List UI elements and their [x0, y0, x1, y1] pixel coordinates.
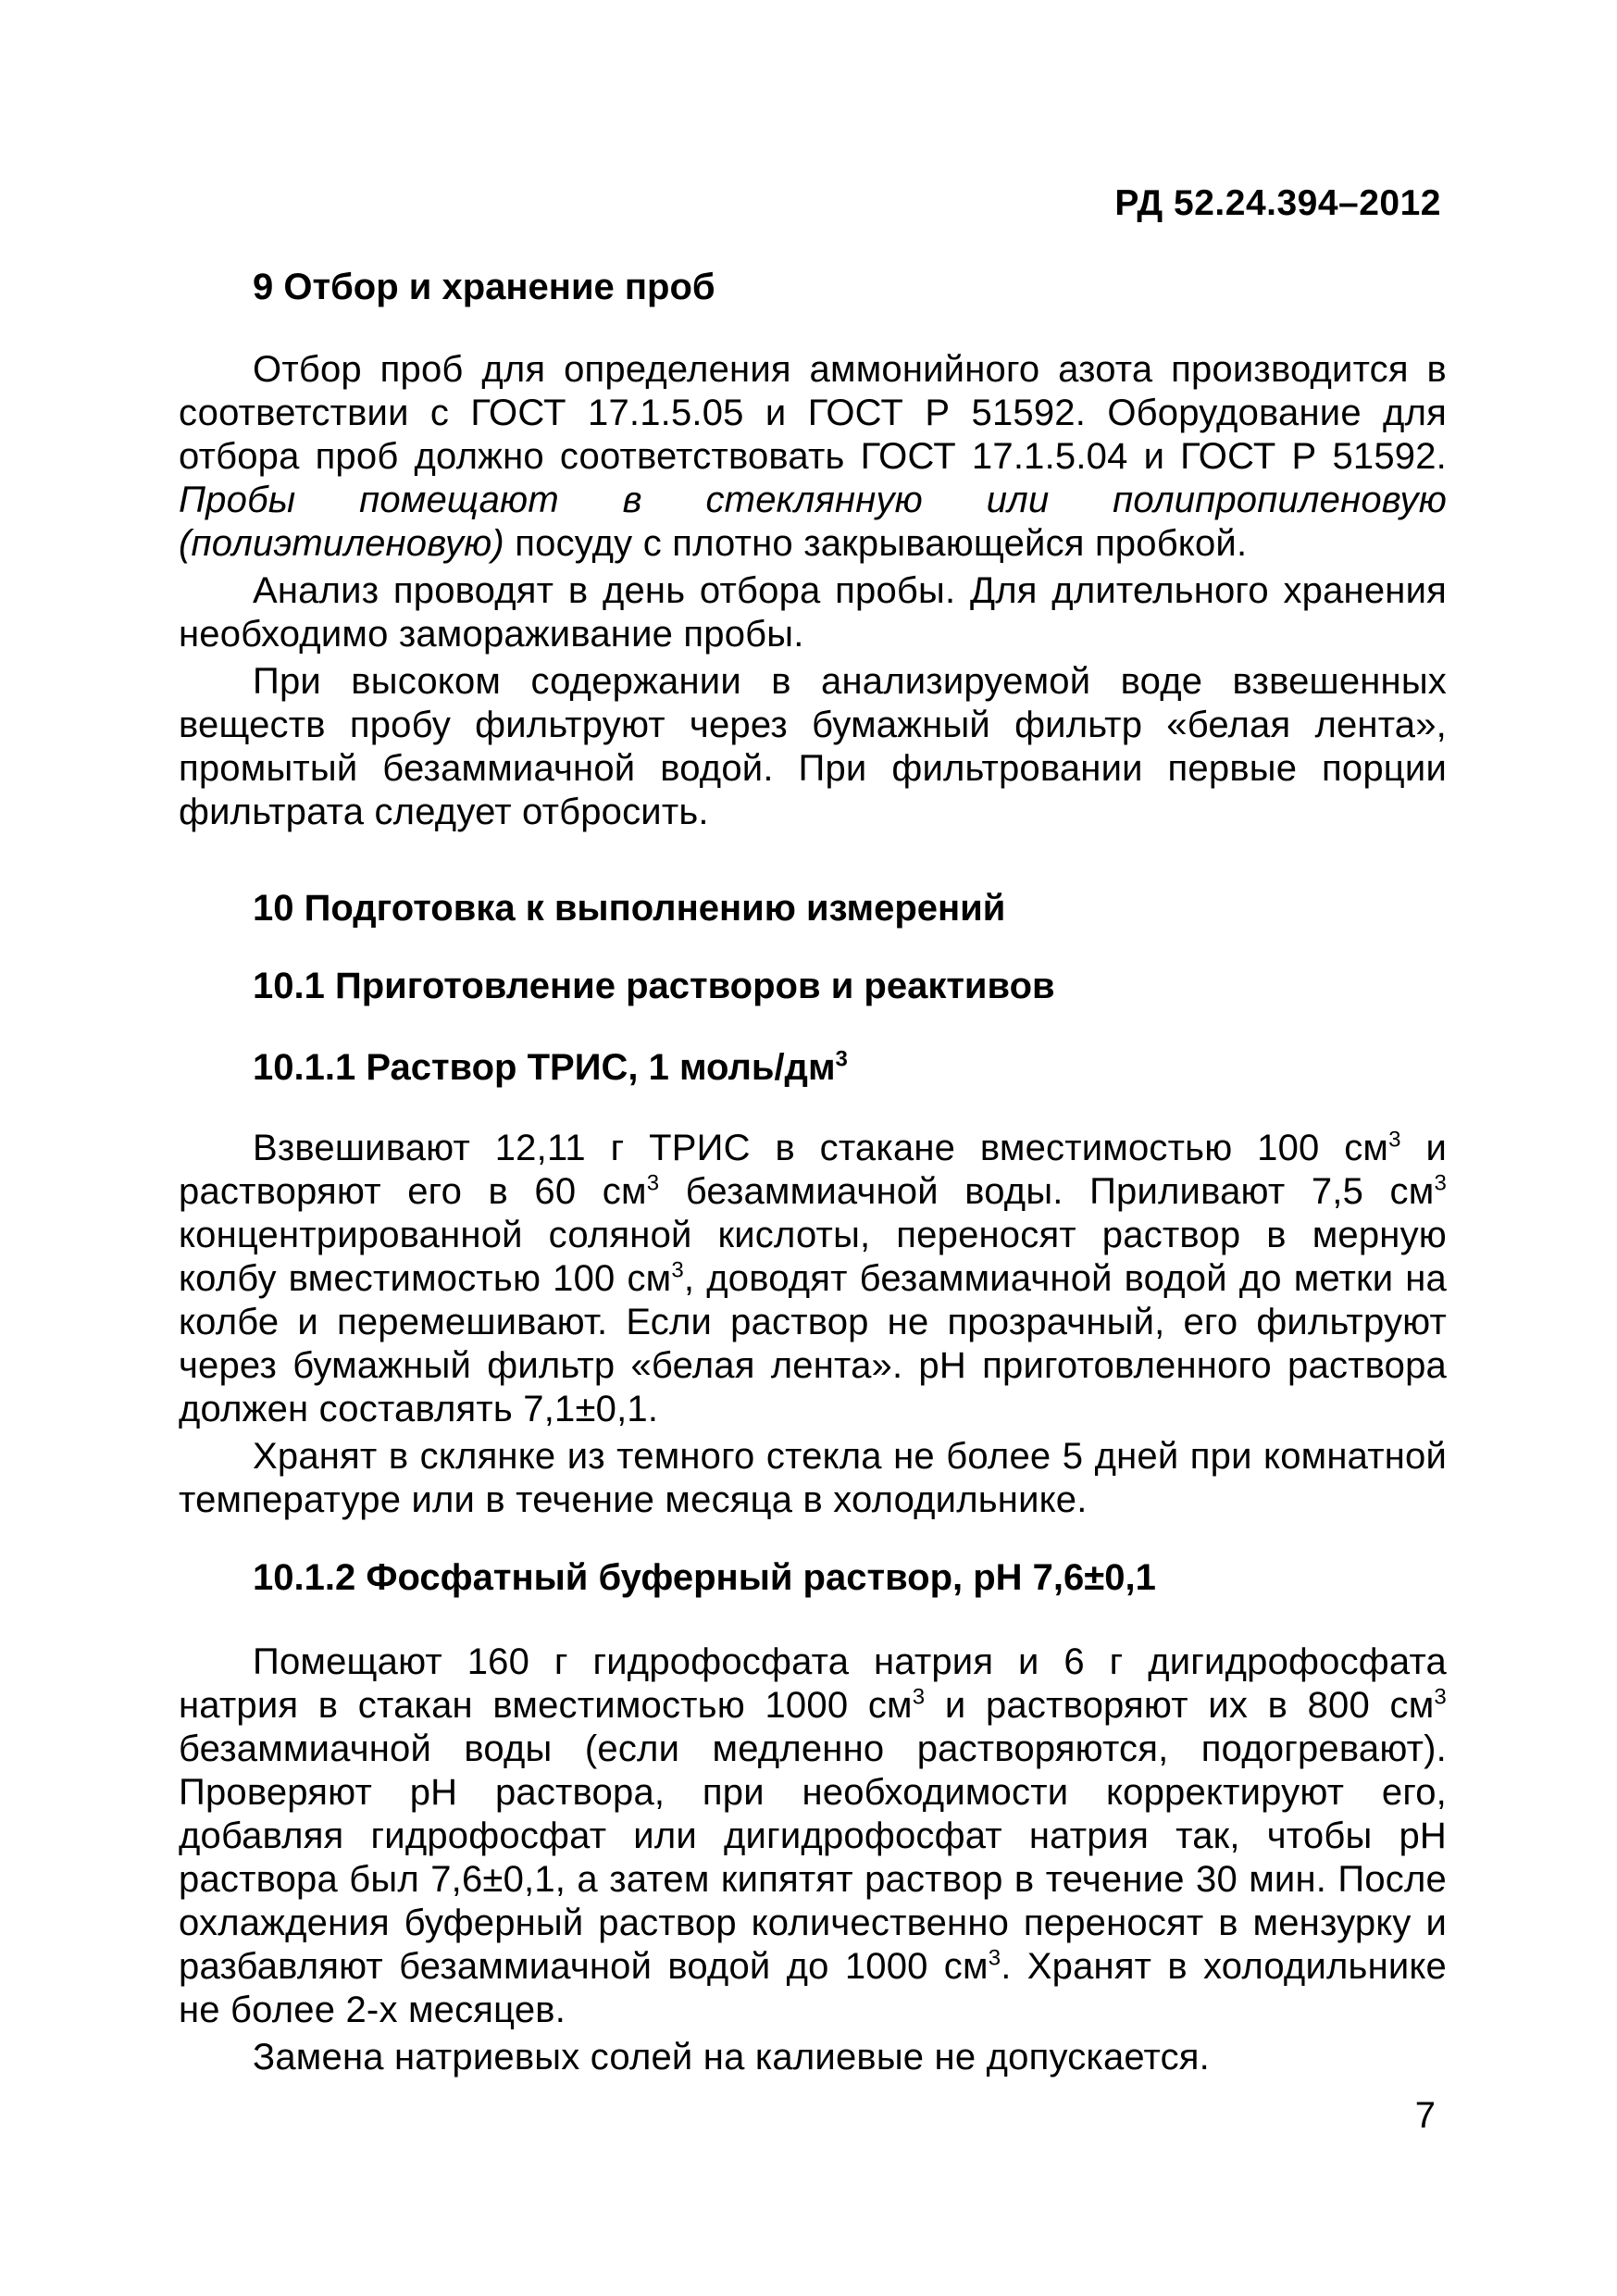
superscript: 3 — [1434, 1684, 1447, 1710]
section-9-title: 9 Отбор и хранение проб — [253, 267, 715, 307]
document-code: РД 52.24.394–2012 — [1114, 183, 1441, 223]
superscript: 3 — [671, 1257, 684, 1283]
text-fragment: Помещают 160 г гидрофосфата натрия и 6 г дигидрофосфата натрия в стакан вместимостью 1000 см — [179, 1641, 1447, 1726]
subsection-10-1-1-title-text: 10.1.1 Раствор ТРИС, 1 моль/дм — [253, 1047, 836, 1088]
subsection-10-1-2-title: 10.1.2 Фосфатный буферный раствор, pH 7,6±0,1 — [253, 1557, 1156, 1598]
text-fragment: и растворяют его в 60 см — [179, 1128, 1447, 1212]
subsection-10-1-1-paragraph-1 — [179, 1127, 1447, 1431]
subsection-10-1-2-paragraph-1 — [179, 1641, 1447, 2032]
text-fragment: безаммиачной воды (если медленно растворяются, подогревают). Проверяют pH раствора, при необходимости корректируют его, добавляя гидрофосфат или дигидрофосфат натрия так, чтобы pH раствора был 7,6±0,1, а затем кипятят раствор в течение 30 мин. После охлаждения буферный раствор количественно переносят в мензурку и разбавляют безаммиачной водой до 1000 см — [179, 1728, 1447, 1987]
subsection-10-1-1-paragraph-2: Хранят в склянке из темного стекла не более 5 дней при комнатной температуре или в течение месяца в холодильнике. — [179, 1436, 1447, 1520]
document-body — [179, 265, 1447, 2079]
text-fragment: Взвешивают 12,11 г ТРИС в стакане вместимостью 100 см — [253, 1128, 1389, 1168]
subsection-10-1-2-paragraph-2: Замена натриевых солей на калиевые не допускается. — [253, 2037, 1210, 2078]
subsection-10-1-1-title — [179, 1045, 1447, 1090]
section-9-p1-text-a: Отбор проб для определения аммонийного азота производится в соответствии с ГОСТ 17.1.5.05 и ГОСТ Р 51592. Оборудование для отбора проб должно соответствовать ГОСТ 17.1.5.04 и ГОСТ Р 51592. — [179, 349, 1447, 477]
text-fragment: безаммиачной воды. Приливают 7,5 см — [659, 1171, 1435, 1212]
superscript: 3 — [835, 1046, 848, 1072]
superscript: 3 — [1388, 1127, 1401, 1153]
subsection-10-1-title: 10.1 Приготовление растворов и реактивов — [253, 966, 1055, 1006]
superscript: 3 — [988, 1945, 1001, 1971]
superscript: 3 — [1434, 1170, 1447, 1196]
text-fragment: и растворяют их в 800 см — [925, 1685, 1435, 1726]
superscript: 3 — [912, 1684, 926, 1710]
section-9-paragraph-3: При высоком содержании в анализируемой воде взвешенных веществ пробу фильтруют через бумажный фильтр «белая лента», промытый безаммиачной водой. При фильтровании первые порции фильтрата следует отбросить. — [179, 661, 1447, 832]
page-number: 7 — [1414, 2095, 1436, 2136]
text-fragment: . Хранят в холодильнике не более 2-х месяцев. — [179, 1946, 1447, 2030]
section-9-paragraph-2: Анализ проводят в день отбора пробы. Для длительного хранения необходимо замораживание пробы. — [179, 570, 1447, 655]
section-9-p1-italic: Пробы помещают в стеклянную или полипропиленовую (полиэтиленовую) — [179, 480, 1447, 564]
section-9-paragraph-1 — [179, 348, 1447, 566]
section-9-p1-text-c: посуду с плотно закрывающейся пробкой. — [504, 523, 1248, 564]
text-fragment: , доводят безаммиачной водой до метки на колбе и перемешивают. Если раствор не прозрачный, его фильтруют через бумажный фильтр «белая лента». pH приготовленного раствора должен составлять 7,1±0,1. — [179, 1258, 1447, 1429]
section-10-title: 10 Подготовка к выполнению измерений — [253, 888, 1006, 929]
superscript: 3 — [646, 1170, 660, 1196]
text-fragment: концентрированной соляной кислоты, переносят раствор в мерную колбу вместимостью 100 см — [179, 1215, 1447, 1299]
